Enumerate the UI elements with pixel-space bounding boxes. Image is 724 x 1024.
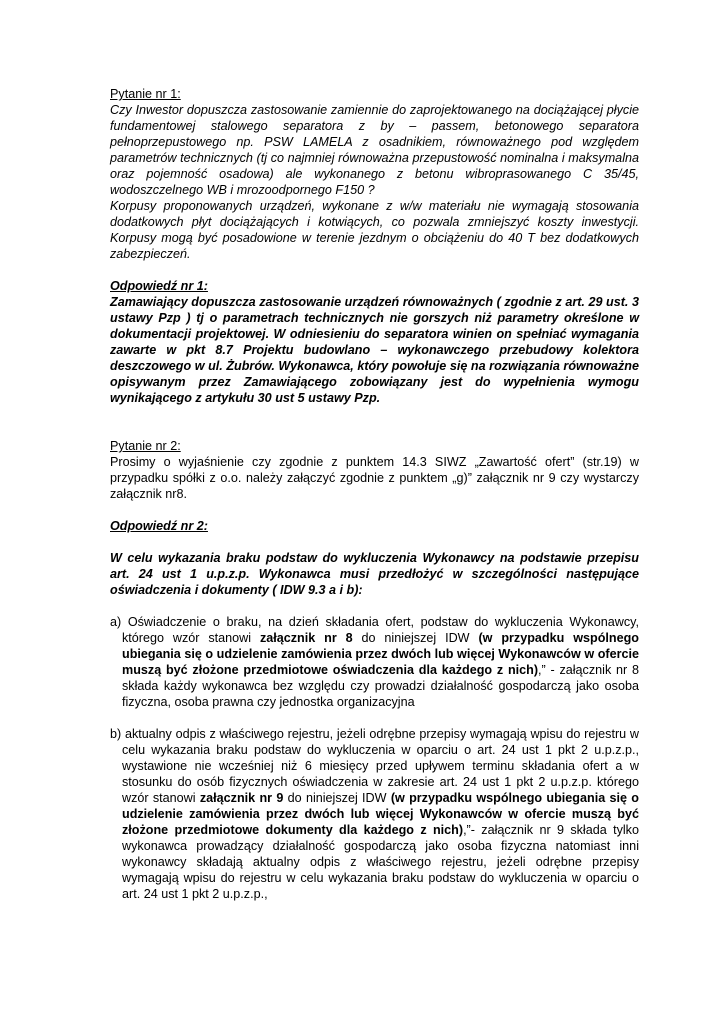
q1-question: Czy Inwestor dopuszcza zastosowanie zamiennie do zaprojektowanego na dociążającej płycie fundamentowej stalowego separatora z by – passem, betonowego separatora pełnoprzepustowego np. PSW LAMELA z osadnikiem, równoważnego pod względem parametrów technicznych (tj co najmniej równoważna przepustowość nominalna i maksymalna oraz pojemność osadowa) ale wykonanego z betonu wibroprasowanego C 35/45, wodoszczelnego WB i mrozoodpornego F150 ?	[110, 103, 639, 197]
document-page	[110, 86, 639, 902]
q1-heading: Pytanie nr 1:	[110, 87, 181, 101]
a2-item-b-bold-1: załącznik nr 9	[199, 791, 284, 805]
a2-item-a-bold-2: (w przypadku wspólnego ubiegania się o udzielenie zamówienia przez dwóch lub więcej Wykonawców w ofercie muszą być złożone przedmiotowe oświadczenia dla każdego z nich)	[122, 631, 639, 677]
a2-item-a-text-1: a) Oświadczenie o braku, na dzień składania ofert, podstaw do wykluczenia Wykonawcy, którego wzór stanowi	[110, 615, 639, 645]
a2-item-a	[110, 614, 639, 710]
q2-heading: Pytanie nr 2:	[110, 439, 181, 453]
q1-note: Korpusy proponowanych urządzeń, wykonane z w/w materiału nie wymagają stosowania dodatkowych płyt dociążających i kotwiących, co pozwala zmniejszyć koszty inwestycji. Korpusy mogą być posadowione w terenie jezdnym o obciążeniu do 40 T bez dodatkowych zabezpieczeń.	[110, 199, 639, 261]
a2-item-b-text-1: b) aktualny odpis z właściwego rejestru, jeżeli odrębne przepisy wymagają wpisu do rejestru w celu wykazania braku podstaw do wykluczenia w oparciu o art. 24 ust 1 pkt 2 u.p.z.p., wystawione nie wcześniej niż 6 miesięcy przed upływem terminu składania ofert a w stosunku do osób fizycznych oświadczenia w zakresie art. 24 ust 1 pkt 2 u.p.z.p. którego wzór stanowi	[110, 727, 639, 805]
a2-item-a-text-2: do niniejszej IDW	[352, 631, 479, 645]
a2-intro: W celu wykazania braku podstaw do wykluczenia Wykonawcy na podstawie przepisu art. 24 ust 1 u.p.z.p. Wykonawca musi przedłożyć w szczególności następujące oświadczenia i dokumenty ( IDW 9.3 a i b):	[110, 551, 639, 597]
q2-text: Prosimy o wyjaśnienie czy zgodnie z punktem 14.3 SIWZ „Zawartość ofert” (str.19) w przypadku spółki z o.o. należy załączyć zgodnie z punktem „g)” załącznik nr 9 czy wystarczy załącznik nr8.	[110, 455, 639, 501]
a2-item-b-bold-2: (w przypadku wspólnego ubiegania się o udzielenie zamówienia przez dwóch lub więcej Wykonawców w ofercie muszą być złożone przedmiotowe dokumenty dla każdego z nich)	[122, 791, 639, 837]
a2-item-a-bold-1: załącznik nr 8	[259, 631, 353, 645]
a1-text: Zamawiający dopuszcza zastosowanie urządzeń równoważnych ( zgodnie z art. 29 ust. 3 ustawy Pzp ) tj o parametrach technicznych nie gorszych niż parametry określone w dokumentacji projektowej. W odniesieniu do separatora winien on spełniać wymagania zawarte w pkt 8.7 Projektu budowlano – wykonawczego przebudowy kolektora deszczowego w ul. Żubrów. Wykonawca, który powołuje się na rozwiązania równoważne opisywanym przez Zamawiającego zobowiązany jest do wypełnienia wymogu wynikającego z artykułu 30 ust 5 ustawy Pzp.	[110, 295, 639, 405]
a2-item-b-text-3: ,”- załącznik nr 9 składa tylko wykonawca prowadzący działalność gospodarczą jako osoba fizyczna natomiast inni wykonawcy składają aktualny odpis z właściwego rejestru, jeżeli odrębne przepisy wymagają wpisu do rejestru w celu wykazania braku podstaw do wykluczenia w oparciu o art. 24 ust 1 pkt 2 u.p.z.p.,	[122, 823, 639, 901]
a2-item-b-text-2: do niniejszej IDW	[283, 791, 391, 805]
a2-item-a-text-3: ,” - załącznik nr 8 składa każdy wykonawca bez względu czy prowadzi działalność gospodarczą jako osoba fizyczna, osoba prawna czy jednostka organizacyjna	[122, 663, 639, 709]
a2-item-b	[110, 726, 639, 902]
a2-heading: Odpowiedź nr 2:	[110, 519, 208, 533]
a1-heading: Odpowiedź nr 1:	[110, 279, 208, 293]
